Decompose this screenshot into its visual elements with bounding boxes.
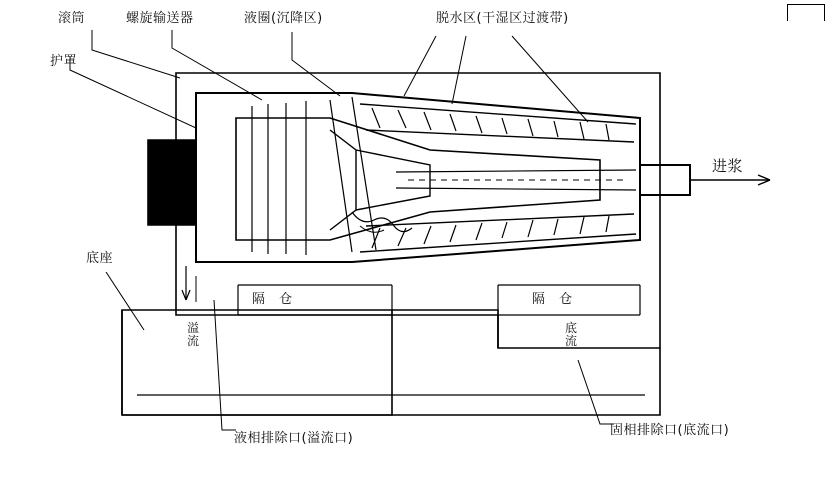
label-dewater-zone: 脱水区(干湿区过渡带) — [436, 11, 569, 26]
label-liquid-outlet: 液相排除口(溢流口) — [234, 431, 354, 446]
label-partition-right: 隔 仓 — [532, 292, 578, 307]
label-solid-outlet: 固相排除口(底流口) — [610, 423, 730, 438]
label-feed: 进浆 — [712, 157, 744, 175]
label-base: 底座 — [86, 251, 114, 266]
label-screw-conveyor: 螺旋输送器 — [126, 11, 194, 26]
label-partition-left: 隔 仓 — [252, 292, 298, 307]
label-liquid-ring: 液圈(沉降区) — [244, 11, 323, 26]
label-cover: 护罩 — [50, 54, 78, 69]
label-drum: 滚筒 — [58, 11, 86, 26]
label-overflow: 溢流 — [186, 321, 199, 349]
label-underflow: 底流 — [564, 321, 577, 349]
page-corner-mark — [787, 4, 825, 21]
